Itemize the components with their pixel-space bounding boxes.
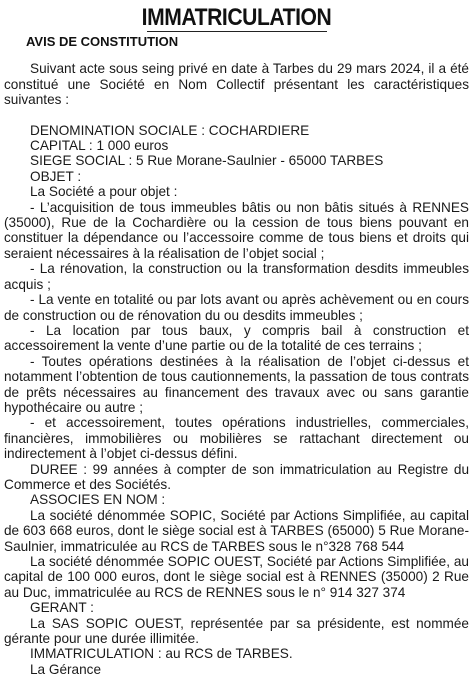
intro-paragraph: Suivant acte sous seing privé en date à Tarbes du 29 mars 2024, il a été constitué une Société en Nom Collectif présentant les caractéristiques suivantes :: [4, 61, 469, 108]
objet-item: - La rénovation, la construction ou la transformation desdits immeubles acquis ;: [4, 261, 469, 292]
duree-paragraph: DUREE : 99 années à compter de son immatriculation au Registre du Commerce et des Sociétés.: [4, 461, 469, 492]
objet-intro: La Société a pour objet :: [30, 184, 178, 200]
associes-label: ASSOCIES EN NOM :: [30, 492, 166, 508]
objet-item: - et accessoirement, toutes opérations industrielles, commerciales, financières, immobilières ou mobilières se rattachant directement ou indirectement à l’objet ci-dessus défini.: [4, 415, 469, 462]
signature-line: La Gérance: [30, 661, 102, 677]
title-underline: [147, 31, 327, 32]
objet-label: OBJET :: [30, 168, 82, 184]
associe-paragraph: La société dénommée SOPIC, Société par Actions Simplifiée, au capital de 603 668 euros, dont le siège social est à TARBES (65000) 5 Rue Morane-Saulnier, immatriculée au RCS de TARBES sous le n°328 768 544: [4, 507, 469, 554]
objet-item: - L’acquisition de tous immeubles bâtis ou non bâtis situés à RENNES (35000), Rue de la Cochardière ou la cession de tous biens pouvant en constituer la dépendance ou l’accessoire comme de tous biens et droits qui seraient nécessaires à la réalisation de l’objet social ;: [4, 199, 469, 261]
associe-paragraph: La société dénommée SOPIC OUEST, Société par Actions Simplifiée, au capital de 100 000 euros, dont le siège social est à RENNES (35000) 2 Rue au Duc, immatriculée au RCS de RENNES sous le n° 914 327 374: [4, 554, 469, 600]
objet-item: - La vente en totalité ou par lots avant ou après achèvement ou en cours de construction ou de rénovation du ou desdits immeubles ;: [4, 292, 469, 323]
notice-title: IMMATRICULATION: [141, 4, 332, 31]
immatriculation-line: IMMATRICULATION : au RCS de TARBES.: [30, 646, 293, 662]
capital-line: CAPITAL : 1 000 euros: [30, 138, 169, 154]
denomination-line: DENOMINATION SOCIALE : COCHARDIERE: [30, 122, 310, 138]
objet-item: - Toutes opérations destinées à la réalisation de l’objet ci-dessus et notamment l’obtention de tous cautionnements, la passation de tous contrats de prêts nécessaires au financement des travaux avec ou sans garantie hypothécaire ou autre ;: [4, 353, 469, 415]
gerant-paragraph: La SAS SOPIC OUEST, représentée par sa présidente, est nommée gérante pour une durée illimitée.: [4, 615, 469, 647]
siege-line: SIEGE SOCIAL : 5 Rue Morane-Saulnier - 65000 TARBES: [30, 153, 384, 169]
notice-heading: AVIS DE CONSTITUTION: [26, 34, 179, 49]
gerant-label: GERANT :: [30, 600, 94, 616]
objet-item: - La location par tous baux, y compris bail à construction et accessoirement la vente d’une partie ou de la totalité de ces terrains ;: [4, 322, 469, 354]
spacer: [4, 108, 469, 123]
